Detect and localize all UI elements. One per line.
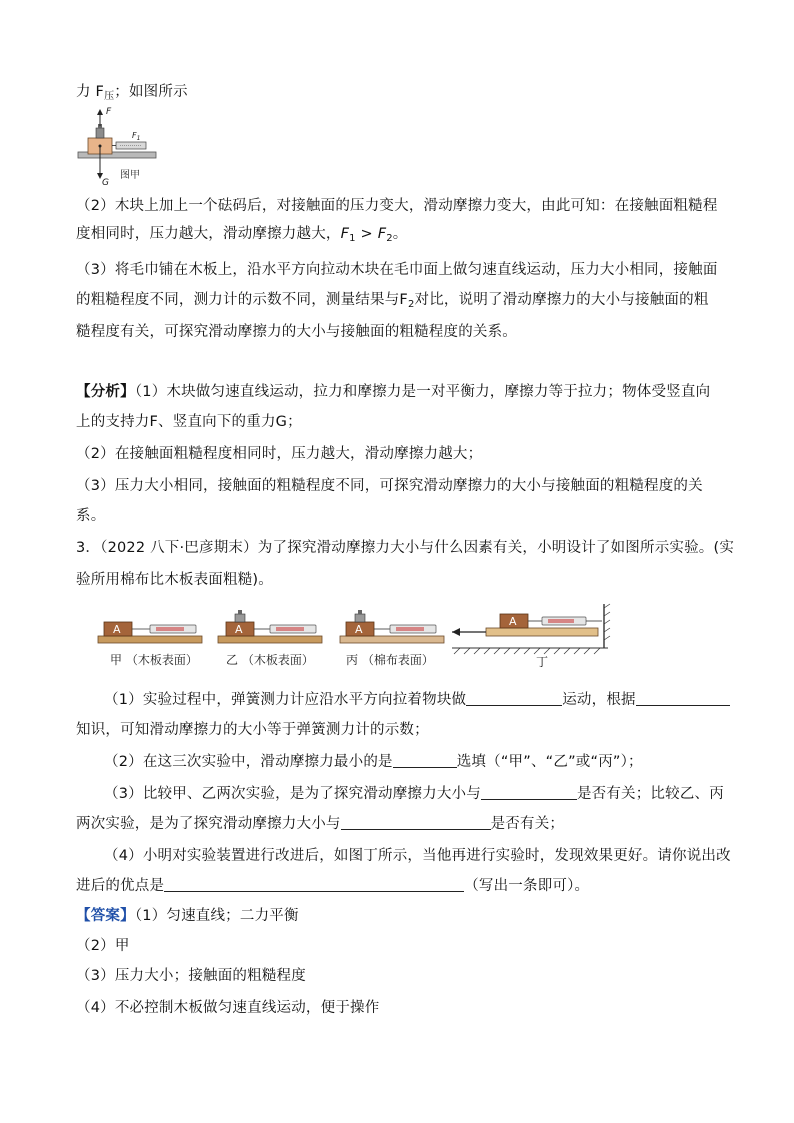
f1-sub: 1 [349, 233, 356, 244]
blank-factor-2[interactable] [341, 815, 491, 830]
block-a-ding: A [509, 615, 517, 628]
label-F: F [106, 107, 112, 117]
para-2-line-2 [76, 224, 408, 249]
weight [96, 128, 104, 138]
f1: F [340, 226, 350, 242]
sub-press: 压 [104, 91, 115, 102]
q3-s3-text-c: 两次实验，是为了探究滑动摩擦力大小与 [76, 816, 341, 832]
f2-sub-p3: 2 [407, 299, 415, 310]
text-p3b1: 的粗糙程度不同，测力计的示数不同，测量结果与F [76, 292, 408, 308]
label-F1: $F_1$ [132, 131, 141, 142]
f2: F [377, 226, 387, 242]
text-p3b2: 对比，说明了滑动摩擦力的大小与接触面的粗 [414, 292, 709, 308]
setup-ding [452, 604, 610, 669]
text-p2: 度相同时，压力越大，滑动摩擦力越大， [76, 226, 341, 242]
figure-jia [70, 104, 170, 188]
blank-min-friction[interactable] [393, 753, 457, 768]
q3-sub3-line-1 [104, 784, 724, 804]
para-3-line-1: （3）将毛巾铺在木板上，沿水平方向拉动木块在毛巾面上做匀速直线运动，压力大小相同，接触面 [76, 262, 718, 278]
label-G: G [102, 178, 109, 188]
period: 。 [392, 226, 408, 242]
para-3-line-2 [76, 290, 709, 315]
blank-principle[interactable] [636, 691, 730, 706]
analysis-line-4: （3）压力大小相同，接触面的粗糙程度不同，可探究滑动摩擦力的大小与接触面的粗糙程度的关 [76, 478, 703, 494]
gt-sign: > [355, 226, 378, 242]
q3-s2-text-b: 选填（“甲”、“乙”或“丙”）； [456, 754, 643, 770]
answer-line-4: （4）不必控制木板做匀速直线运动，便于操作 [76, 1000, 380, 1016]
analysis-line-3: （2）在接触面粗糙程度相同时，压力越大，滑动摩擦力越大； [76, 446, 483, 462]
q3-stem-line-2: 验所用棉布比木板表面粗糙)。 [76, 572, 273, 588]
setup-jia [98, 622, 202, 667]
blank-motion[interactable] [466, 691, 562, 706]
block-a-jia: A [113, 623, 121, 636]
q3-s4-text-b: 进后的优点是 [76, 878, 165, 894]
q3-sub2 [104, 752, 643, 772]
blank-factor-1[interactable] [481, 785, 577, 800]
q3-s3-text-a: （3）比较甲、乙两次实验，是为了探究滑动摩擦力大小与 [104, 786, 481, 802]
q3-s4-text-c: （写出一条即可）。 [464, 878, 590, 894]
q3-sub4-line-1: （4）小明对实验装置进行改进后，如图丁所示，当他再进行实验时，发现效果更好。请你说出改 [104, 848, 731, 864]
answer-line-2: （2）甲 [76, 938, 130, 954]
q3-s1-text-a: （1）实验过程中，弹簧测力计应沿水平方向拉着物块做 [104, 692, 467, 708]
text-as-shown: ；如图所示 [114, 84, 188, 100]
q3-s2-text-a: （2）在这三次实验中，滑动摩擦力最小的是 [104, 754, 393, 770]
q3-sub3-line-2 [76, 814, 564, 834]
setup-yi [218, 610, 322, 667]
setup-bing [340, 610, 444, 667]
para-2-line-1: （2）木块上加上一个砝码后，对接触面的压力变大，滑动摩擦力变大，由此可知：在接触面粗糙程 [76, 198, 718, 214]
f2-sub: 2 [386, 233, 393, 244]
caption-jia: 图甲 [120, 170, 140, 181]
analysis-text-1: （1）木块做匀速直线运动，拉力和摩擦力是一对平衡力，摩擦力等于拉力；物体受竖直向 [134, 384, 711, 400]
analysis-line-5: 系。 [76, 508, 106, 524]
caption-yi-board: 乙 （木板表面） [226, 653, 314, 667]
answer-tag: 【答案】 [76, 908, 135, 924]
answer-line-3: （3）压力大小；接触面的粗糙程度 [76, 968, 306, 984]
q3-s1-text-b: 运动，根据 [562, 692, 636, 708]
para-3-line-3: 糙程度有关，可探究滑动摩擦力的大小与接触面的粗糙程度的关系。 [76, 324, 517, 340]
q3-sub4-line-2 [76, 876, 589, 896]
block-a-bing: A [355, 623, 363, 636]
q3-stem-line-1: 3．（2022 八下·巴彦期末）为了探究滑动摩擦力大小与什么因素有关，小明设计了如图所示实验。(实 [76, 540, 735, 556]
q3-sub1-line-2: 知识，可知滑动摩擦力的大小等于弹簧测力计的示数； [76, 722, 429, 738]
analysis-line-2: 上的支持力F、竖直向下的重力G； [76, 414, 302, 430]
figure-experiments [90, 600, 620, 672]
text-force: 力 F [76, 84, 105, 100]
caption-jia-board: 甲 （木板表面） [110, 653, 198, 667]
answer-text-1: （1）匀速直线；二力平衡 [134, 908, 299, 924]
q3-sub1-line-1 [104, 690, 730, 710]
analysis-line-1 [76, 382, 710, 402]
q3-s3-text-d: 是否有关； [490, 816, 565, 832]
q3-s3-text-b: 是否有关；比较乙、丙 [576, 786, 724, 802]
answer-line-1 [76, 906, 299, 926]
block-a-yi: A [235, 623, 243, 636]
blank-advantage[interactable] [164, 877, 464, 892]
caption-ding: 丁 [536, 655, 549, 669]
caption-bing-cloth: 丙 （棉布表面） [346, 653, 434, 667]
analysis-tag: 【分析】 [76, 384, 135, 400]
